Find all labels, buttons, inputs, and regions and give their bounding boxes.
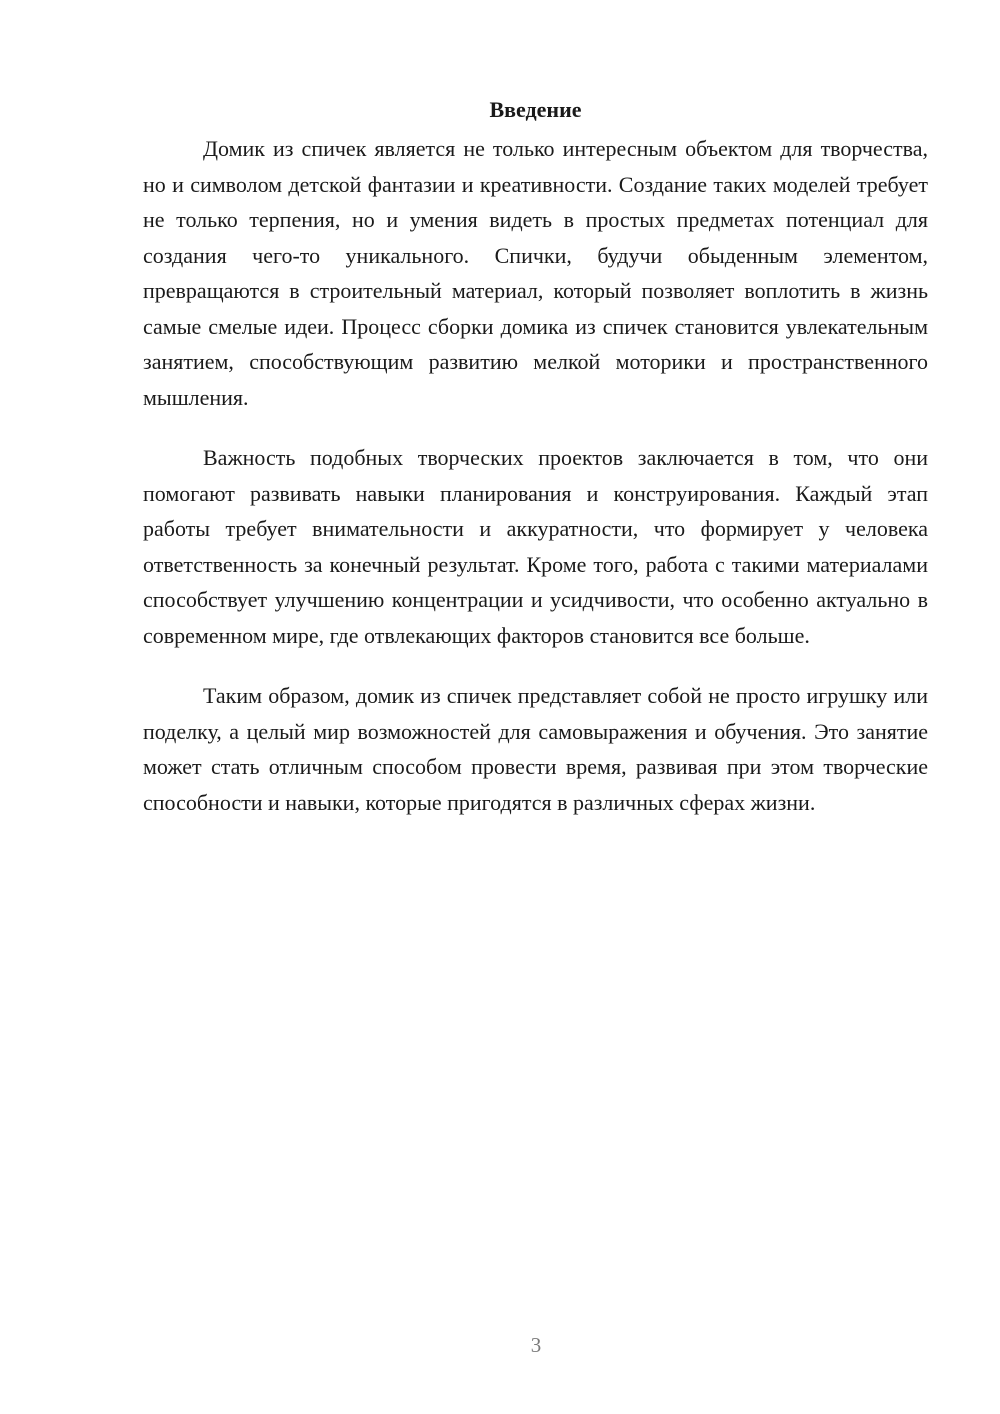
paragraph-3: Таким образом, домик из спичек представляет собой не просто игрушку или поделку, а целый мир возможностей для самовыражения и обучения. Это занятие может стать отличным способом провести время, развивая при этом творческие способности и навыки, которые пригодятся в различных сферах жизни. [143,683,928,815]
page-number: 3 [530,1333,542,1357]
section-heading: Введение [489,97,582,122]
paragraph-1: Домик из спичек является не только интересным объектом для творчества, но и символом детской фантазии и креативности. Создание таких моделей требует не только терпения, но и умения видеть в простых предметах потенциал для создания чего-то уникального. Спички, будучи обыденным элементом, превращаются в строительный материал, который позволяет воплотить в жизнь самые смелые идеи. Процесс сборки домика из спичек становится увлекательным занятием, способствующим развитию мелкой моторики и пространственного мышления. [143,136,928,410]
page-content [143,92,928,845]
paragraph-2: Важность подобных творческих проектов заключается в том, что они помогают развивать навыки планирования и конструирования. Каждый этап работы требует внимательности и аккуратности, что формирует у человека ответственность за конечный результат. Кроме того, работа с такими материалами способствует улучшению концентрации и усидчивости, что особенно актуально в современном мире, где отвлекающих факторов становится все больше. [143,445,928,648]
